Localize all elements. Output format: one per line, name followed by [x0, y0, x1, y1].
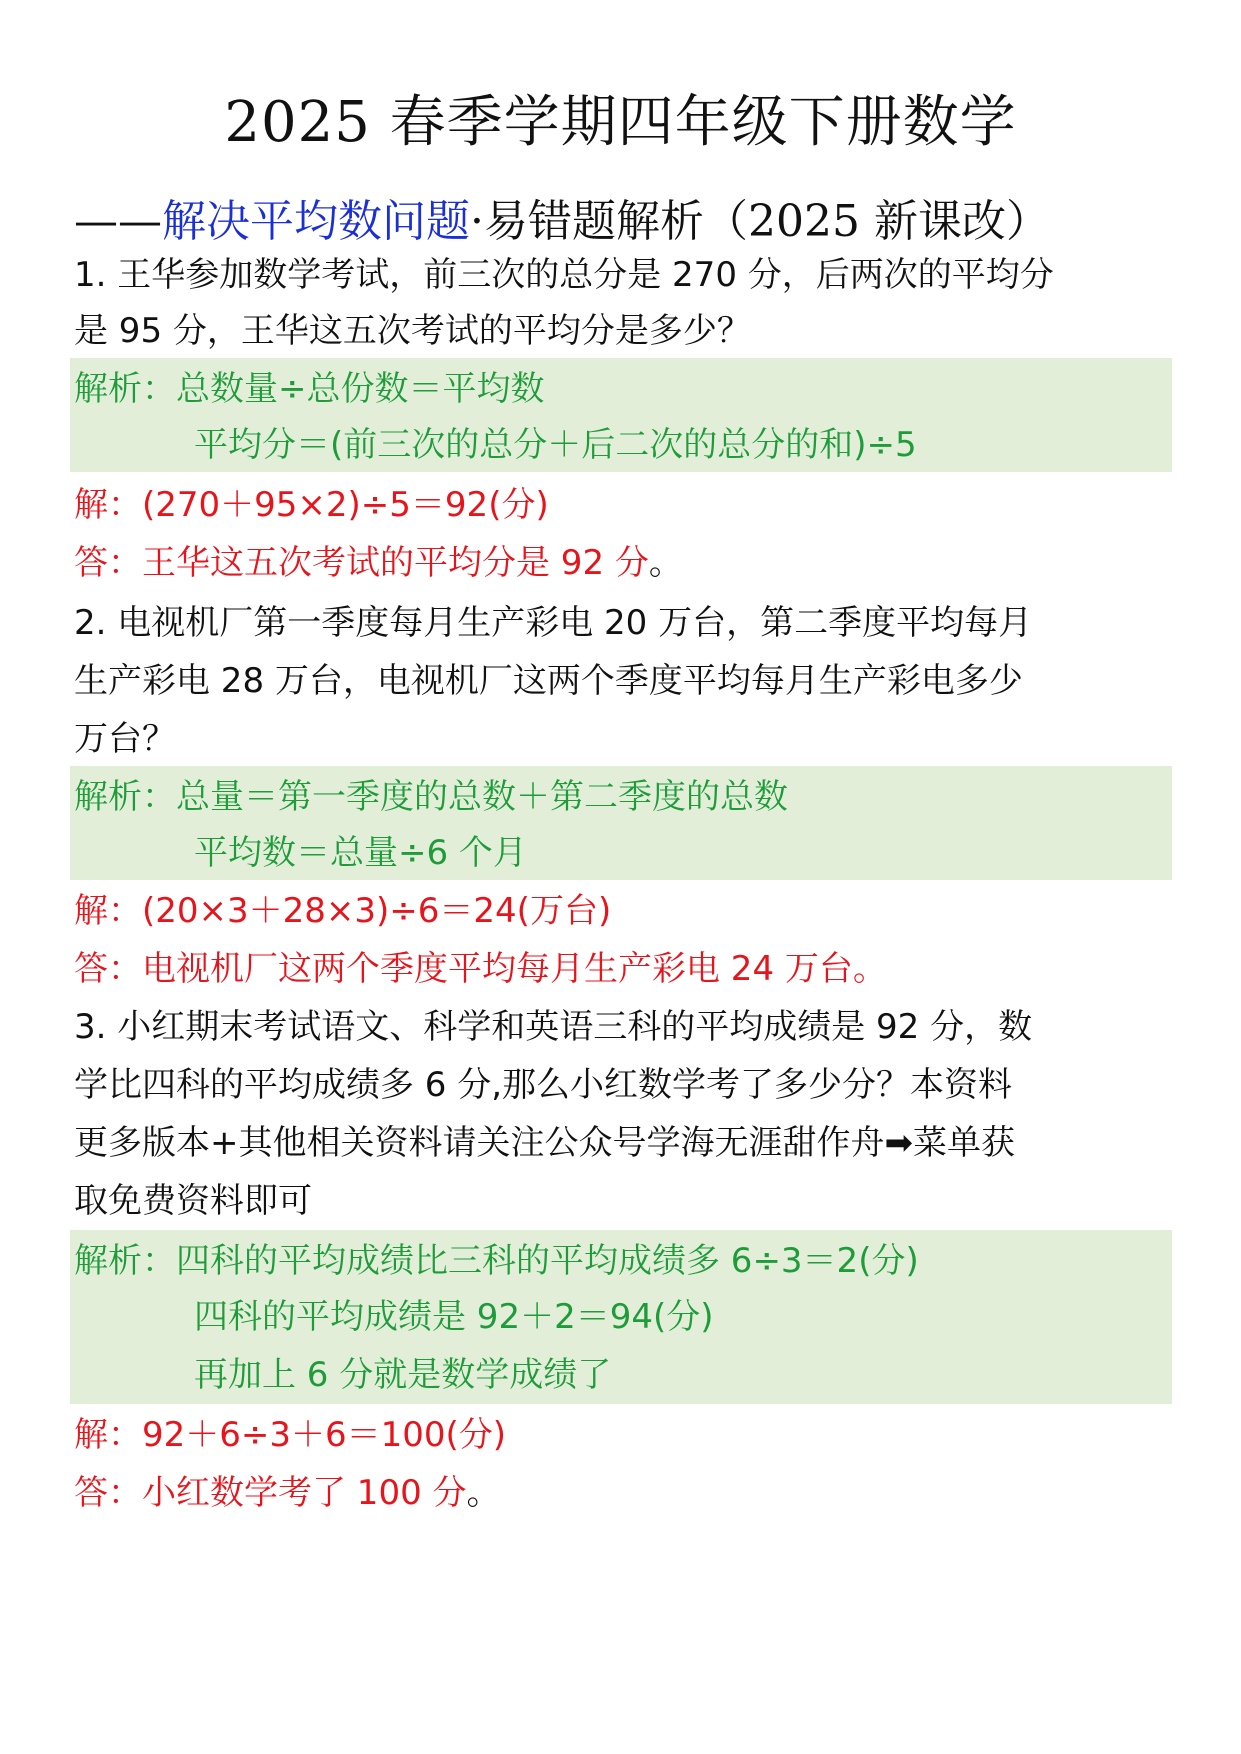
problem-3-answer-line	[74, 1468, 501, 1518]
page-title: 2025 春季学期四年级下册数学	[224, 90, 1017, 155]
problem-1-answer-line	[74, 538, 683, 588]
problem-2-analysis-line-2: 平均数＝总量÷6 个月	[194, 833, 527, 873]
problem-2-question-line-1: 2. 电视机厂第一季度每月生产彩电 20 万台，第二季度平均每月	[74, 603, 1033, 643]
problem-3-answer: 答：小红数学考了 100 分	[74, 1473, 467, 1513]
problem-3-question-line-2: 学比四科的平均成绩多 6 分,那么小红数学考了多少分？本资料	[74, 1065, 1013, 1105]
subtitle-dash: ——	[74, 196, 162, 247]
subtitle-rest: ·易错题解析（2025 新课改）	[470, 196, 1050, 247]
problem-3-question-line-3: 更多版本+其他相关资料请关注公众号学海无涯甜作舟➡菜单获	[74, 1123, 1015, 1163]
problem-1-solution: 解：(270＋95×2)÷5＝92(分)	[74, 485, 549, 525]
page-subtitle	[74, 192, 1050, 252]
problem-1-analysis-line-1: 解析：总数量÷总份数＝平均数	[74, 369, 545, 409]
problem-2-solution: 解：(20×3＋28×3)÷6＝24(万台)	[74, 891, 612, 931]
problem-2-answer: 答：电视机厂这两个季度平均每月生产彩电 24 万台。	[74, 949, 887, 989]
problem-1-answer-end: 。	[648, 543, 683, 583]
problem-3-analysis-line-1: 解析：四科的平均成绩比三科的平均成绩多 6÷3＝2(分)	[74, 1241, 919, 1281]
problem-1-question-line-1: 1. 王华参加数学考试，前三次的总分是 270 分，后两次的平均分	[74, 255, 1054, 295]
problem-2-answer-line	[74, 944, 887, 994]
subtitle-topic: 解决平均数问题	[162, 196, 470, 247]
problem-3-question-line-1: 3. 小红期末考试语文、科学和英语三科的平均成绩是 92 分，数	[74, 1007, 1033, 1047]
problem-2-question-line-2: 生产彩电 28 万台，电视机厂这两个季度平均每月生产彩电多少	[74, 661, 1023, 701]
problem-2-analysis-line-1: 解析：总量＝第一季度的总数＋第二季度的总数	[74, 777, 788, 817]
problem-1-question-line-2: 是 95 分，王华这五次考试的平均分是多少？	[74, 311, 751, 351]
problem-3-question-line-4: 取免费资料即可	[74, 1181, 312, 1221]
problem-3-solution: 解：92＋6÷3＋6＝100(分)	[74, 1415, 507, 1455]
problem-1-analysis-line-2: 平均分＝(前三次的总分＋后二次的总分的和)÷5	[194, 425, 917, 465]
problem-3-answer-end: 。	[466, 1473, 501, 1513]
problem-1-answer: 答：王华这五次考试的平均分是 92 分	[74, 543, 649, 583]
problem-3-analysis-line-3: 再加上 6 分就是数学成绩了	[194, 1355, 612, 1395]
problem-3-analysis-line-2: 四科的平均成绩是 92＋2＝94(分)	[194, 1297, 714, 1337]
problem-2-question-line-3: 万台？	[74, 719, 176, 759]
